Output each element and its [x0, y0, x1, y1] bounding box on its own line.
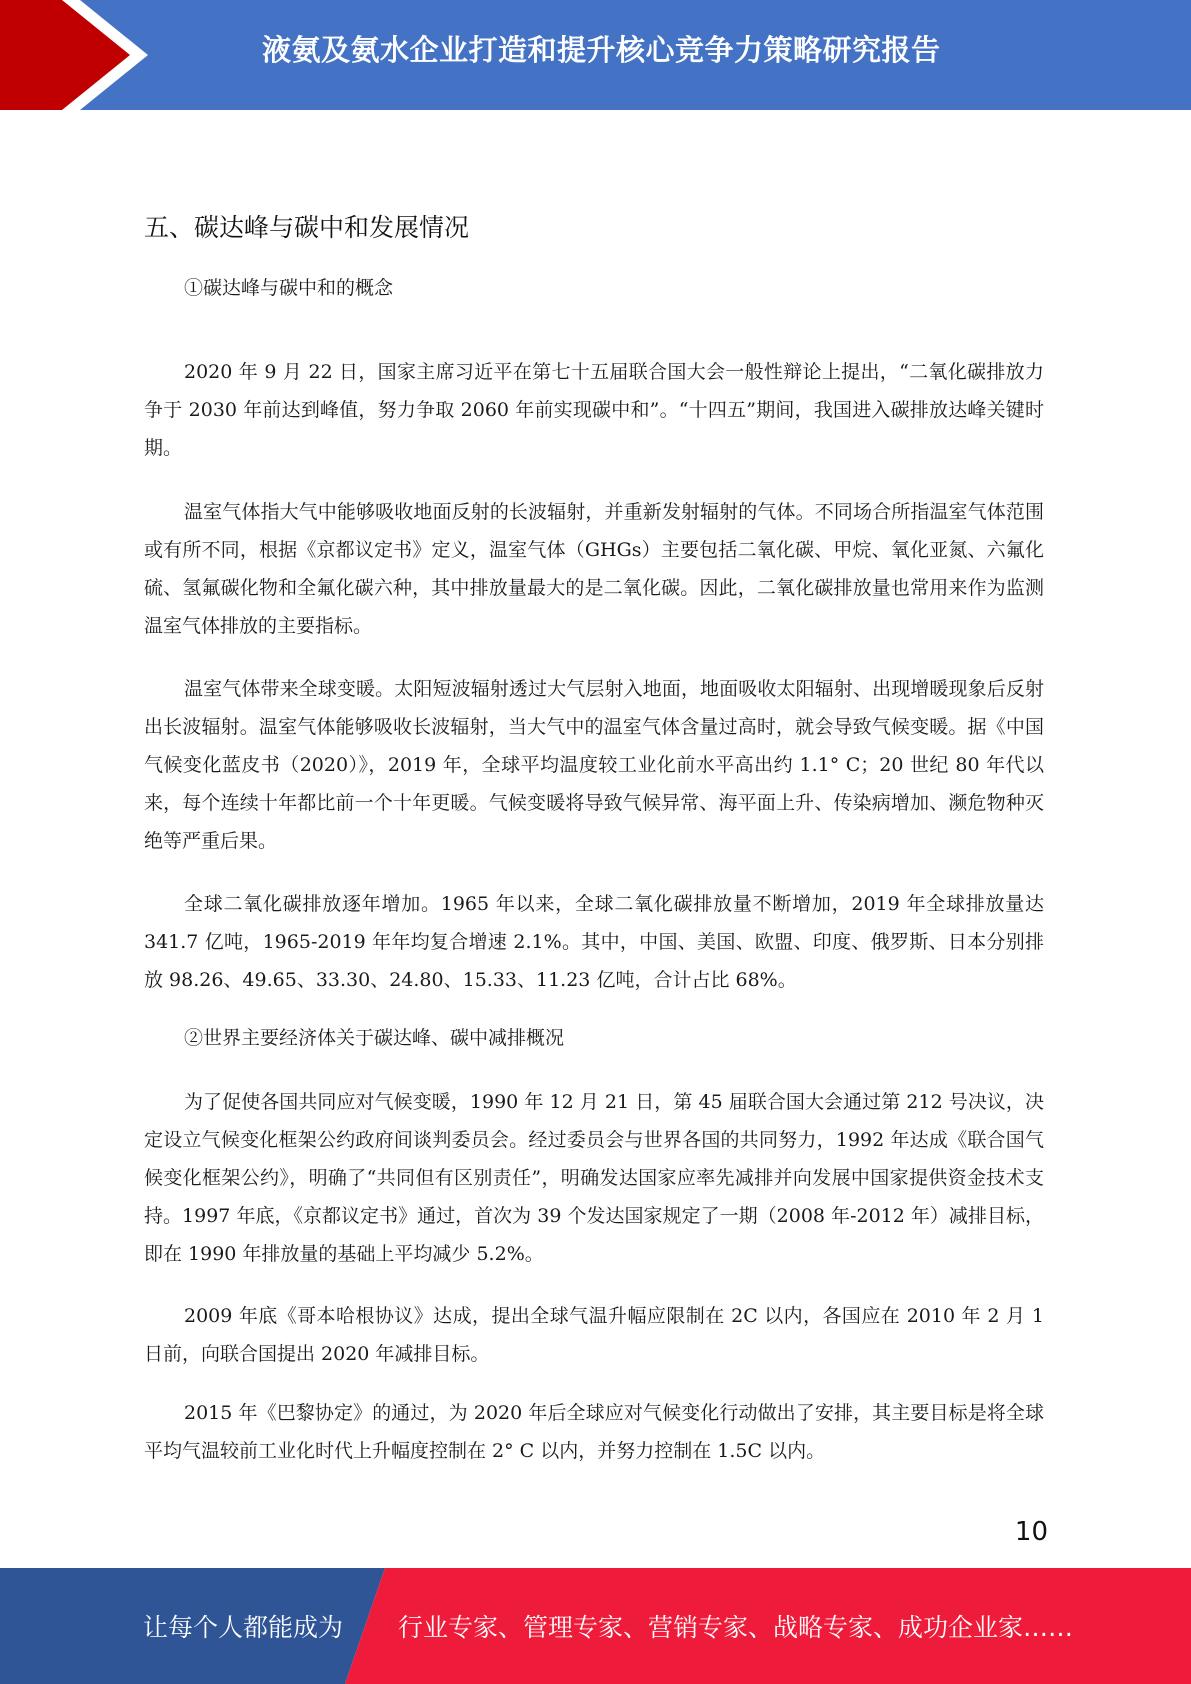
subheading-world-economies: ②世界主要经济体关于碳达峰、碳中减排概况: [184, 1027, 565, 1049]
paragraph-global-warming: 温室气体带来全球变暖。太阳短波辐射透过大气层射入地面，地面吸收太阳辐射、出现增暖现象后反射出长波辐射。温室气体能够吸收长波辐射，当大气中的温室气体含量过高时，就会导致气候变暖。据《中国气候变化蓝皮书（2020）》，2019 年，全球平均温度较工业化前水平高出约 1.1° C；20 世纪 80 年代以来，每个连续十年都比前一个十年更暖。气候变暖将导致气候异常、海平面上升、传染病增加、濒危物种灭绝等严重后果。: [144, 678, 1044, 852]
header-title: 液氨及氨水企业打造和提升核心竞争力策略研究报告: [262, 33, 941, 67]
paragraph-copenhagen: 2009 年底《哥本哈根协议》达成，提出全球气温升幅应限制在 2C 以内，各国应在 2010 年 2 月 1 日前，向联合国提出 2020 年减排目标。: [144, 1305, 1044, 1365]
footer-slogan-left: 让每个人都能成为: [143, 1613, 344, 1642]
paragraph-announcement: 2020 年 9 月 22 日，国家主席习近平在第七十五届联合国大会一般性辩论上提出，“二氧化碳排放力争于 2030 年前达到峰值，努力争取 2060 年前实现碳中和”。“十四五”期间，我国进入碳排放达峰关键时期。: [144, 361, 1044, 459]
paragraph-paris: 2015 年《巴黎协定》的通过，为 2020 年后全球应对气候变化行动做出了安排，其主要目标是将全球平均气温较前工业化时代上升幅度控制在 2° C 以内，并努力控制在 1.5C 以内。: [144, 1402, 1044, 1462]
subheading-concept: ①碳达峰与碳中和的概念: [184, 277, 394, 299]
section-title: 五、碳达峰与碳中和发展情况: [144, 213, 470, 242]
footer-slogan-right: 行业专家、管理专家、营销专家、战略专家、成功企业家……: [398, 1613, 1074, 1642]
page-header: [0, 0, 1191, 110]
page-number: 10: [1014, 1517, 1048, 1547]
paragraph-global-emissions: 全球二氧化碳排放逐年增加。1965 年以来，全球二氧化碳排放量不断增加，2019 年全球排放量达 341.7 亿吨，1965-2019 年年均复合增速 2.1%。其中，中国、美国、欧盟、印度、俄罗斯、日本分别排放 98.26、49.65、33.30、24.80、15.33、11.23 亿吨，合计占比 68%。: [144, 893, 1044, 991]
paragraph-greenhouse-gases: 温室气体指大气中能够吸收地面反射的长波辐射，并重新发射辐射的气体。不同场合所指温室气体范围或有所不同，根据《京都议定书》定义，温室气体（GHGs）主要包括二氧化碳、甲烷、氧化亚氮、六氟化硫、氢氟碳化物和全氟化碳六种，其中排放量最大的是二氧化碳。因此，二氧化碳排放量也常用来作为监测温室气体排放的主要指标。: [144, 501, 1044, 637]
paragraph-unfccc: 为了促使各国共同应对气候变暖，1990 年 12 月 21 日，第 45 届联合国大会通过第 212 号决议，决定设立气候变化框架公约政府间谈判委员会。经过委员会与世界各国的共同努力，1992 年达成《联合国气候变化框架公约》，明确了“共同但有区别责任”，明确发达国家应率先减排并向发展中国家提供资金技术支持。1997 年底，《京都议定书》通过，首次为 39 个发达国家规定了一期（2008 年-2012 年）减排目标，即在 1990 年排放量的基础上平均减少 5.2%。: [144, 1091, 1044, 1265]
page-footer: [0, 1568, 1191, 1684]
